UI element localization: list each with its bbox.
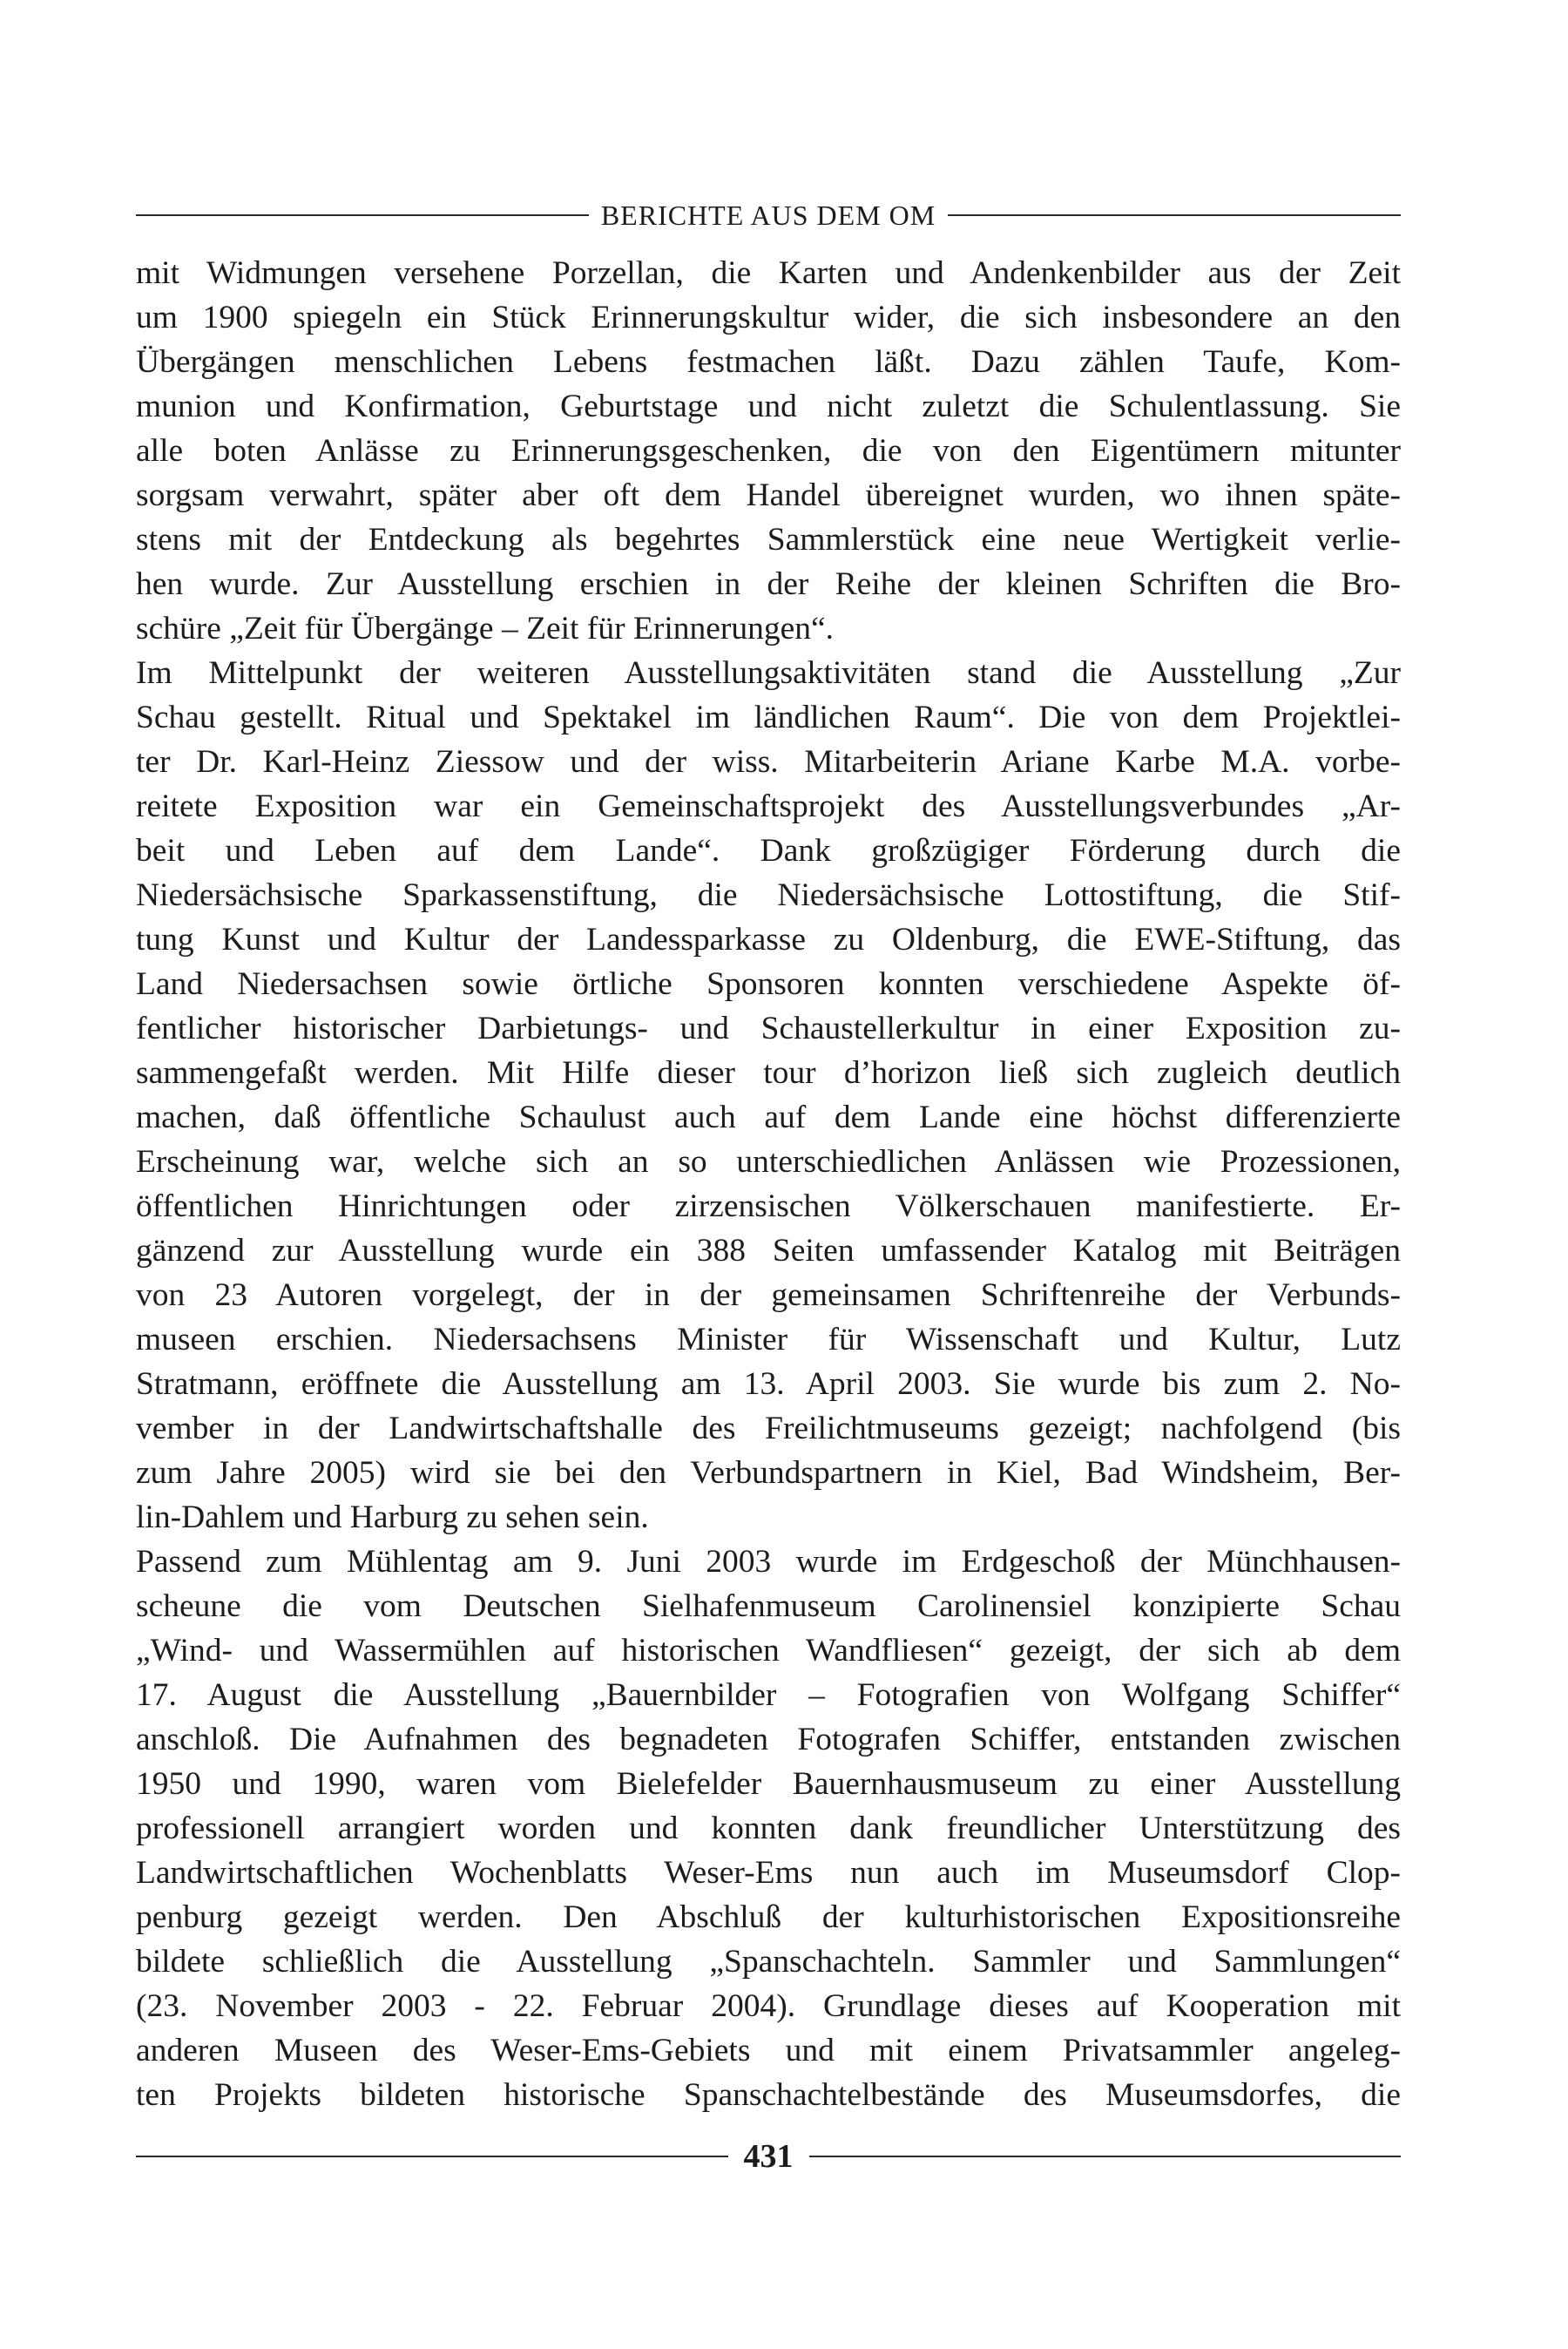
- text-line: penburg gezeigt werden. Den Abschluß der kulturhistorischen Expositionsreihe: [136, 1899, 1401, 1935]
- running-head-title: BERICHTE AUS DEM OM: [600, 199, 936, 231]
- text-line: anschloß. Die Aufnahmen des begnadeten Fotografen Schiffer, entstanden zwischen: [136, 1722, 1401, 1757]
- text-line: sammengefaßt werden. Mit Hilfe dieser tour d’horizon ließ sich zugleich deutlich: [136, 1055, 1401, 1091]
- running-header: [136, 193, 1401, 237]
- text-line: mit Widmungen versehene Porzellan, die Karten und Andenkenbilder aus der Zeit: [136, 255, 1401, 291]
- text-line: schüre „Zeit für Übergänge – Zeit für Erinnerungen“.: [136, 611, 835, 646]
- page-footer: [136, 2135, 1401, 2178]
- text-line: „Wind- und Wassermühlen auf historischen Wandfliesen“ gezeigt, der sich ab dem: [136, 1633, 1401, 1669]
- text-line: Land Niedersachsen sowie örtliche Sponsoren konnten verschiedene Aspekte öf-: [136, 966, 1401, 1002]
- text-line: ten Projekts bildeten historische Spanschachtelbestände des Museumsdorfes, die: [136, 2077, 1401, 2113]
- text-line: lin-Dahlem und Harburg zu sehen sein.: [136, 1499, 649, 1535]
- text-line: Schau gestellt. Ritual und Spektakel im ländlichen Raum“. Die von dem Projektlei-: [136, 700, 1401, 735]
- text-line: Erscheinung war, welche sich an so unterschiedlichen Anlässen wie Prozessionen,: [136, 1144, 1401, 1180]
- text-line: Niedersächsische Sparkassenstiftung, die Niedersächsische Lottostiftung, die Stif-: [136, 877, 1401, 913]
- header-rule-right: [948, 214, 1401, 216]
- text-line: machen, daß öffentliche Schaulust auch auf dem Lande eine höchst differenzierte: [136, 1100, 1401, 1135]
- text-line: stens mit der Entdeckung als begehrtes Sammlerstück eine neue Wertigkeit verlie-: [136, 522, 1401, 558]
- text-line: sorgsam verwahrt, später aber oft dem Handel übereignet wurden, wo ihnen späte-: [136, 477, 1401, 513]
- text-line: um 1900 spiegeln ein Stück Erinnerungskultur wider, die sich insbesondere an den: [136, 300, 1401, 335]
- text-line: ter Dr. Karl-Heinz Ziessow und der wiss. Mitarbeiterin Ariane Karbe M.A. vorbe-: [136, 744, 1401, 780]
- text-line: tung Kunst und Kultur der Landessparkasse zu Oldenburg, die EWE-Stiftung, das: [136, 922, 1401, 958]
- text-line: von 23 Autoren vorgelegt, der in der gemeinsamen Schriftenreihe der Verbunds-: [136, 1277, 1401, 1313]
- text-line: 17. August die Ausstellung „Bauernbilder – Fotografien von Wolfgang Schiffer“: [136, 1677, 1401, 1713]
- text-line: museen erschien. Niedersachsens Minister für Wissenschaft und Kultur, Lutz: [136, 1322, 1401, 1357]
- text-line: öffentlichen Hinrichtungen oder zirzensischen Völkerschauen manifestierte. Er-: [136, 1188, 1401, 1224]
- text-line: bildete schließlich die Ausstellung „Spanschachteln. Sammler und Sammlungen“: [136, 1944, 1401, 1980]
- header-rule-left: [136, 214, 589, 216]
- text-line: beit und Leben auf dem Lande“. Dank großzügiger Förderung durch die: [136, 833, 1401, 869]
- text-line: (23. November 2003 - 22. Februar 2004). Grundlage dieses auf Kooperation mit: [136, 1988, 1401, 2024]
- text-line: vember in der Landwirtschaftshalle des Freilichtmuseums gezeigt; nachfolgend (bis: [136, 1411, 1401, 1446]
- text-line: Landwirtschaftlichen Wochenblatts Weser-Ems nun auch im Museumsdorf Clop-: [136, 1855, 1401, 1891]
- body-text: [136, 251, 1401, 2117]
- text-line: Stratmann, eröffnete die Ausstellung am 13. April 2003. Sie wurde bis zum 2. No-: [136, 1366, 1401, 1402]
- text-line: Übergängen menschlichen Lebens festmachen läßt. Dazu zählen Taufe, Kom-: [136, 344, 1401, 380]
- text-line: anderen Museen des Weser-Ems-Gebiets und mit einem Privatsammler angeleg-: [136, 2033, 1401, 2068]
- text-line: gänzend zur Ausstellung wurde ein 388 Seiten umfassender Katalog mit Beiträgen: [136, 1233, 1401, 1269]
- text-line: Passend zum Mühlentag am 9. Juni 2003 wurde im Erdgeschoß der Münchhausen-: [136, 1544, 1401, 1580]
- page-number: 431: [743, 2138, 794, 2175]
- text-line: scheune die vom Deutschen Sielhafenmuseum Carolinensiel konzipierte Schau: [136, 1588, 1401, 1624]
- text-line: reitete Exposition war ein Gemeinschaftsprojekt des Ausstellungsverbundes „Ar-: [136, 789, 1401, 824]
- text-line: munion und Konfirmation, Geburtstage und nicht zuletzt die Schulentlassung. Sie: [136, 389, 1401, 424]
- text-line: alle boten Anlässe zu Erinnerungsgeschenken, die von den Eigentümern mitunter: [136, 433, 1401, 469]
- text-line: 1950 und 1990, waren vom Bielefelder Bauernhausmuseum zu einer Ausstellung: [136, 1766, 1401, 1802]
- text-line: professionell arrangiert worden und konnten dank freundlicher Unterstützung des: [136, 1811, 1401, 1846]
- footer-rule-right: [809, 2156, 1402, 2157]
- text-line: zum Jahre 2005) wird sie bei den Verbundspartnern in Kiel, Bad Windsheim, Ber-: [136, 1455, 1401, 1491]
- text-line: hen wurde. Zur Ausstellung erschien in der Reihe der kleinen Schriften die Bro-: [136, 566, 1401, 602]
- footer-rule-left: [136, 2156, 728, 2157]
- text-line: fentlicher historischer Darbietungs- und Schaustellerkultur in einer Exposition zu-: [136, 1011, 1401, 1046]
- text-line: Im Mittelpunkt der weiteren Ausstellungsaktivitäten stand die Ausstellung „Zur: [136, 655, 1401, 691]
